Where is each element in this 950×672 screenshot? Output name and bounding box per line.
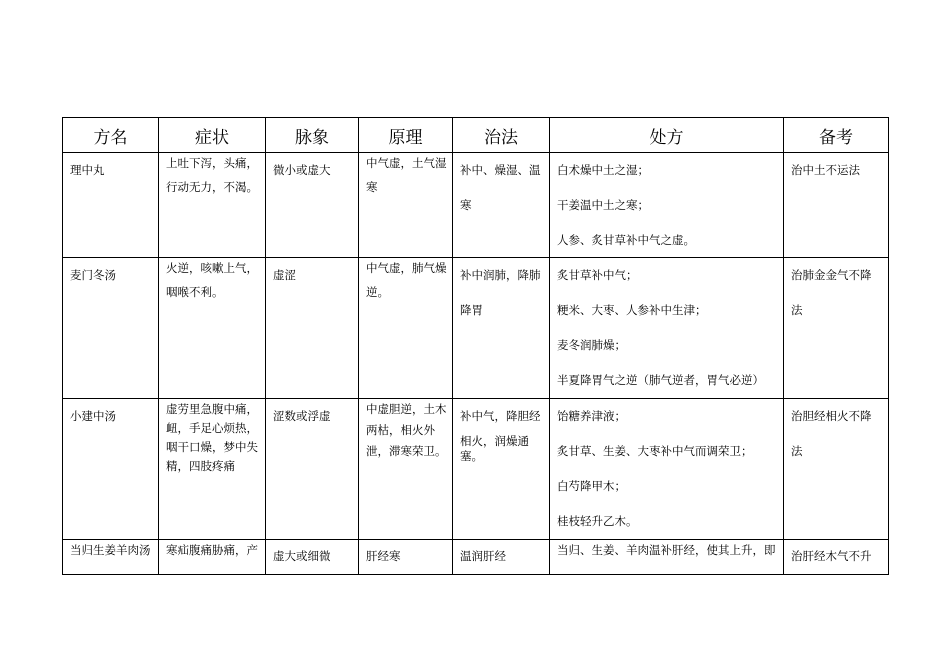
notes-cell: 治胆经相火不降 法 (784, 399, 889, 540)
header-method: 治法 (453, 118, 550, 153)
prescription-cell: 白术燥中土之湿； 干姜温中土之寒； 人参、炙甘草补中气之虚。 (550, 153, 784, 258)
table-row (63, 399, 889, 540)
formula-name-cell: 理中丸 (63, 153, 159, 258)
pulse-cell: 涩数或浮虚 (266, 399, 359, 540)
formula-name-cell: 小建中汤 (63, 399, 159, 540)
symptoms-cell: 虚劳里急腹中痛， 衄，手足心烦热， 咽干口燥，梦中失 精，四肢疼痛 (159, 399, 266, 540)
notes-cell: 治中土不运法 (784, 153, 889, 258)
header-prescription: 处方 (550, 118, 784, 153)
table-row (63, 153, 889, 258)
formula-table (62, 117, 889, 575)
header-row (63, 118, 889, 153)
notes-cell: 治肝经木气不升 (784, 540, 889, 575)
symptoms-cell: 上吐下泻，头痛， 行动无力，不渴。 (159, 153, 266, 258)
header-symptoms: 症状 (159, 118, 266, 153)
symptoms-cell: 寒疝腹痛胁痛，产 (159, 540, 266, 575)
header-pulse: 脉象 (266, 118, 359, 153)
principle-cell: 中气虚，土气湿 寒 (359, 153, 453, 258)
method-cell: 补中气，降胆经 相火，润燥通塞。 (453, 399, 550, 540)
table-row (63, 540, 889, 575)
header-notes: 备考 (784, 118, 889, 153)
method-cell: 补中润肺，降肺 降胃 (453, 258, 550, 399)
prescription-cell: 饴糖养津液； 炙甘草、生姜、大枣补中气而调荣卫； 白芍降甲木； 桂枝轻升乙木。 (550, 399, 784, 540)
principle-cell: 中气虚，肺气燥 逆。 (359, 258, 453, 399)
formula-name-cell: 当归生姜羊肉汤 (63, 540, 159, 575)
header-formula-name: 方名 (63, 118, 159, 153)
header-principle: 原理 (359, 118, 453, 153)
method-cell: 补中、燥湿、温 寒 (453, 153, 550, 258)
formula-name-cell: 麦门冬汤 (63, 258, 159, 399)
pulse-cell: 虚涩 (266, 258, 359, 399)
table-row (63, 258, 889, 399)
principle-cell: 中虚胆逆，土木 两枯，相火外 泄，滞寒荣卫。 (359, 399, 453, 540)
symptoms-cell: 火逆，咳嗽上气， 咽喉不利。 (159, 258, 266, 399)
prescription-cell: 炙甘草补中气； 粳米、大枣、人参补中生津； 麦冬润肺燥； 半夏降胃气之逆（肺气逆者，胃气必逆） (550, 258, 784, 399)
principle-cell: 肝经寒 (359, 540, 453, 575)
notes-cell: 治肺金金气不降 法 (784, 258, 889, 399)
pulse-cell: 虚大或细微 (266, 540, 359, 575)
pulse-cell: 微小或虚大 (266, 153, 359, 258)
method-cell: 温润肝经 (453, 540, 550, 575)
prescription-cell: 当归、生姜、羊肉温补肝经，使其上升，即 (550, 540, 784, 575)
